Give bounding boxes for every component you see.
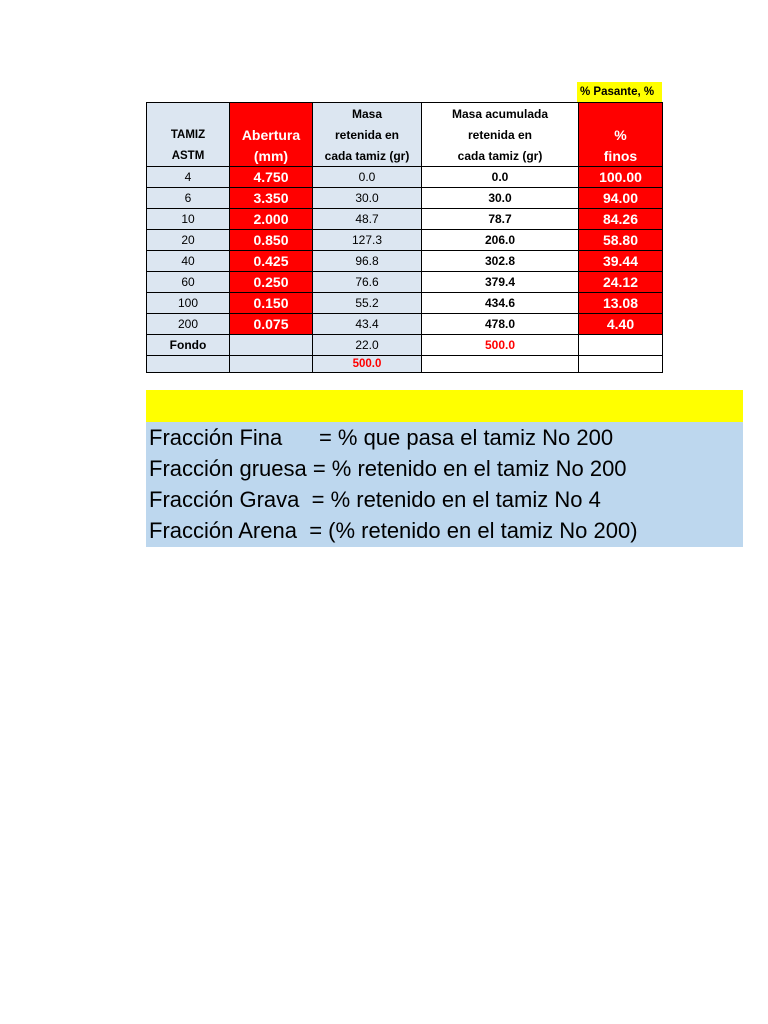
finos-cell: 84.26 [579, 209, 663, 230]
acumulada-cell: 78.7 [422, 209, 579, 230]
header-cell-finos [579, 103, 663, 125]
tamiz-cell: 60 [147, 272, 230, 293]
acumulada-cell: 206.0 [422, 230, 579, 251]
acumulada-cell: 302.8 [422, 251, 579, 272]
pasante-header: % Pasante, % [577, 82, 662, 102]
total-masa-cell: 500.0 [313, 356, 422, 373]
tamiz-cell: 4 [147, 167, 230, 188]
fondo-finos-cell [579, 335, 663, 356]
table-row [147, 209, 663, 230]
finos-cell: 39.44 [579, 251, 663, 272]
abertura-cell: 0.425 [230, 251, 313, 272]
finos-cell: 100.00 [579, 167, 663, 188]
table-row [147, 167, 663, 188]
tamiz-cell: 6 [147, 188, 230, 209]
header-cell-finos: finos [579, 145, 663, 167]
fondo-abertura-cell [230, 335, 313, 356]
header-cell-abertura [230, 103, 313, 125]
finos-cell: 4.40 [579, 314, 663, 335]
acumulada-cell: 30.0 [422, 188, 579, 209]
acumulada-cell: 478.0 [422, 314, 579, 335]
masa-cell: 76.6 [313, 272, 422, 293]
sieve-analysis-table [146, 102, 663, 373]
header-cell-masa: retenida en [313, 124, 422, 145]
total-empty-cell [230, 356, 313, 373]
abertura-cell: 0.150 [230, 293, 313, 314]
total-empty-cell [579, 356, 663, 373]
tamiz-cell: 200 [147, 314, 230, 335]
header-cell-masa: Masa [313, 103, 422, 125]
masa-cell: 43.4 [313, 314, 422, 335]
abertura-cell: 3.350 [230, 188, 313, 209]
total-empty-cell [422, 356, 579, 373]
abertura-cell: 2.000 [230, 209, 313, 230]
abertura-cell: 0.250 [230, 272, 313, 293]
tamiz-cell: 20 [147, 230, 230, 251]
table-row [147, 251, 663, 272]
finos-cell: 24.12 [579, 272, 663, 293]
table-row [147, 272, 663, 293]
masa-cell: 96.8 [313, 251, 422, 272]
header-cell-masa: cada tamiz (gr) [313, 145, 422, 167]
header-cell-tamiz [147, 103, 230, 125]
tamiz-cell: 100 [147, 293, 230, 314]
total-row [147, 356, 663, 373]
header-cell-acumulada: Masa acumulada [422, 103, 579, 125]
finos-cell: 94.00 [579, 188, 663, 209]
table-row [147, 188, 663, 209]
note-grava: Fracción Grava = % retenido en el tamiz No 4 [149, 487, 601, 512]
highlight-band [146, 390, 743, 422]
table-row [147, 230, 663, 251]
abertura-cell: 4.750 [230, 167, 313, 188]
note-gruesa: Fracción gruesa = % retenido en el tamiz No 200 [149, 456, 627, 481]
masa-cell: 48.7 [313, 209, 422, 230]
fondo-acumulada-cell: 500.0 [422, 335, 579, 356]
header-row [147, 103, 663, 125]
masa-cell: 127.3 [313, 230, 422, 251]
header-cell-abertura: (mm) [230, 145, 313, 167]
note-fina: Fracción Fina = % que pasa el tamiz No 200 [149, 425, 614, 450]
tamiz-cell: 10 [147, 209, 230, 230]
tamiz-cell: 40 [147, 251, 230, 272]
table-row [147, 293, 663, 314]
acumulada-cell: 379.4 [422, 272, 579, 293]
table-row [147, 314, 663, 335]
masa-cell: 55.2 [313, 293, 422, 314]
fondo-masa-cell: 22.0 [313, 335, 422, 356]
header-cell-acumulada: cada tamiz (gr) [422, 145, 579, 167]
masa-cell: 30.0 [313, 188, 422, 209]
header-cell-abertura: Abertura [230, 124, 313, 145]
header-cell-acumulada: retenida en [422, 124, 579, 145]
fondo-label: Fondo [147, 335, 230, 356]
finos-cell: 58.80 [579, 230, 663, 251]
fondo-row [147, 335, 663, 356]
header-row [147, 145, 663, 167]
header-cell-tamiz: ASTM [147, 145, 230, 167]
acumulada-cell: 0.0 [422, 167, 579, 188]
header-cell-finos: % [579, 124, 663, 145]
total-empty-cell [147, 356, 230, 373]
acumulada-cell: 434.6 [422, 293, 579, 314]
header-row [147, 124, 663, 145]
note-arena: Fracción Arena = (% retenido en el tamiz No 200) [149, 518, 638, 543]
abertura-cell: 0.850 [230, 230, 313, 251]
abertura-cell: 0.075 [230, 314, 313, 335]
finos-cell: 13.08 [579, 293, 663, 314]
masa-cell: 0.0 [313, 167, 422, 188]
header-cell-tamiz: TAMIZ [147, 124, 230, 145]
